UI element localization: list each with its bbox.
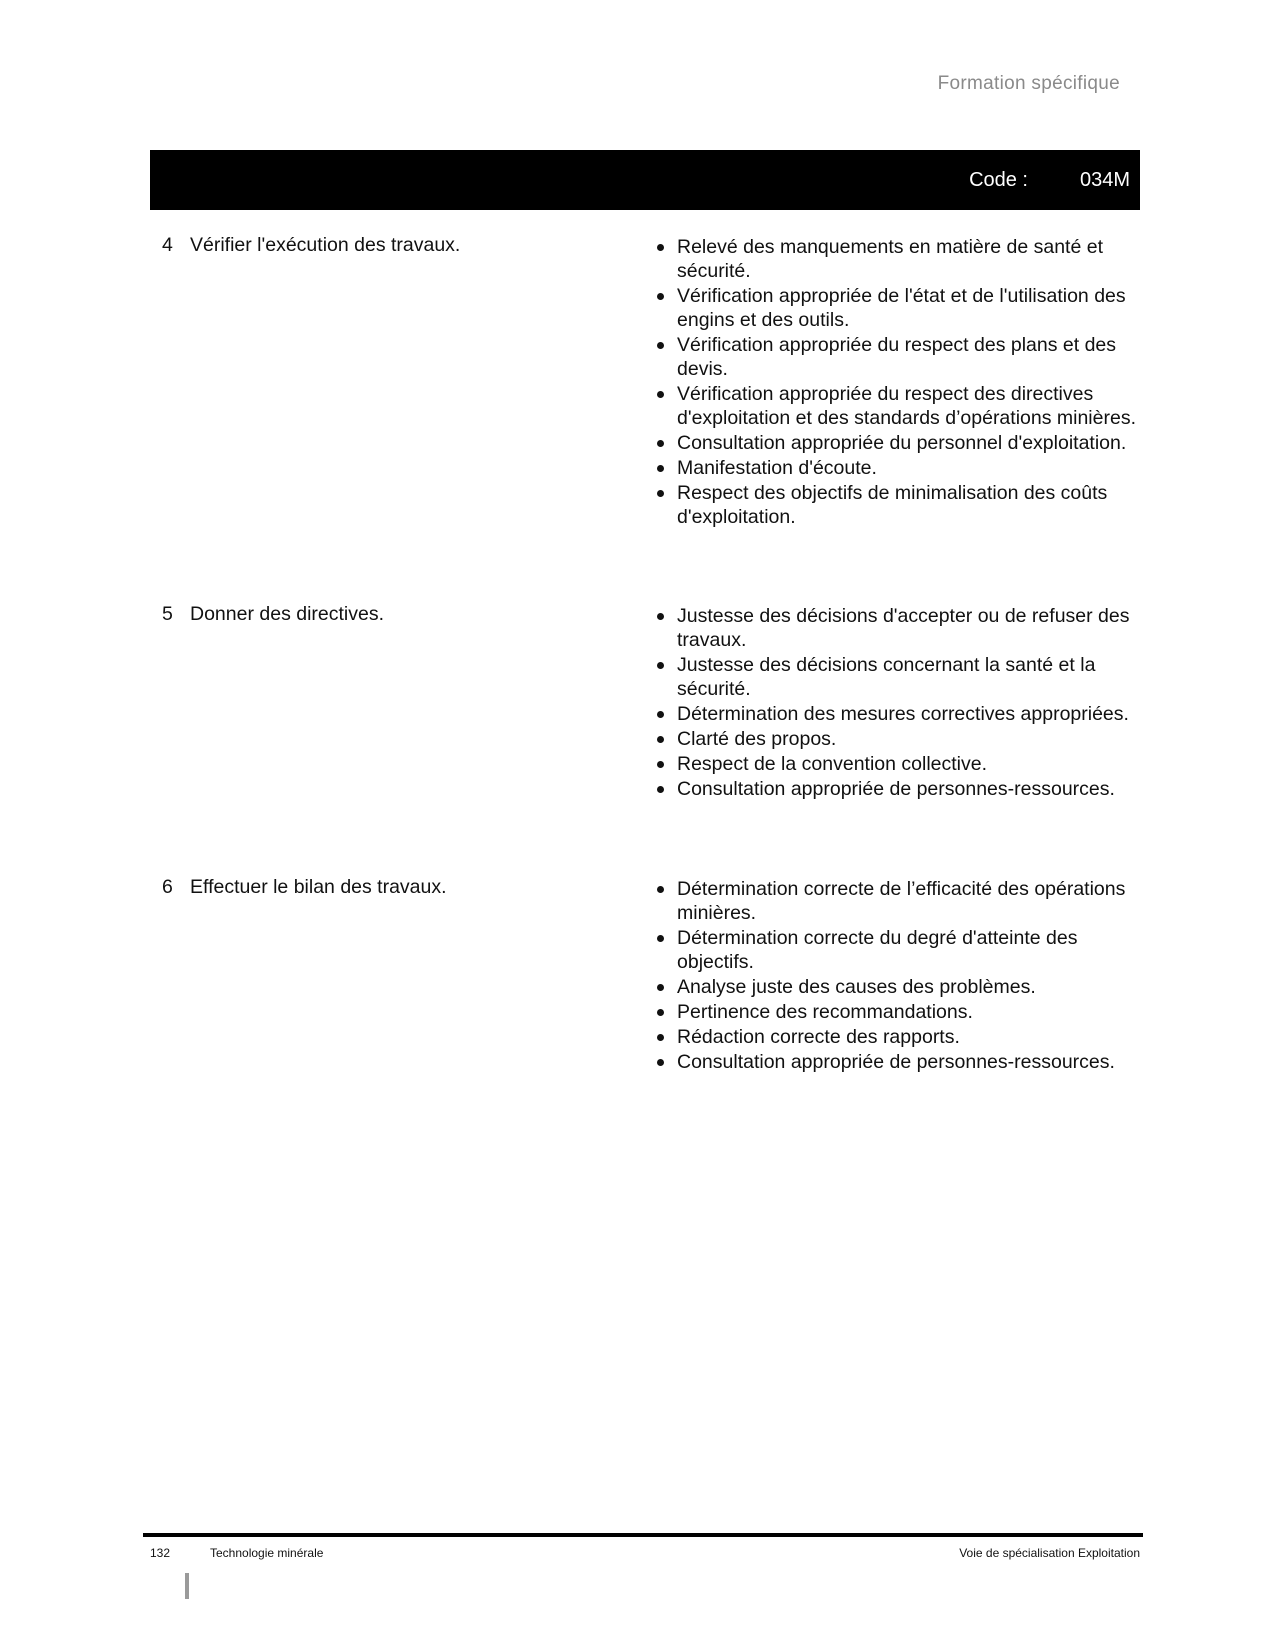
criteria-list — [648, 235, 1138, 530]
step-heading — [162, 875, 622, 899]
criterion: Respect de la convention collective. — [648, 752, 1138, 776]
code-bar — [150, 150, 1140, 210]
step-heading — [162, 602, 622, 626]
criterion: Manifestation d'écoute. — [648, 456, 1138, 480]
step-number: 5 — [162, 603, 173, 625]
criteria-list — [648, 604, 1138, 802]
step-number: 6 — [162, 876, 173, 898]
criterion: Justesse des décisions concernant la santé et la sécurité. — [648, 653, 1138, 701]
code-label: Code : — [969, 169, 1028, 191]
criterion: Consultation appropriée de personnes-ressources. — [648, 777, 1138, 801]
criterion: Vérification appropriée de l'état et de l'utilisation des engins et des outils. — [648, 284, 1138, 332]
criterion: Vérification appropriée du respect des plans et des devis. — [648, 333, 1138, 381]
criterion: Analyse juste des causes des problèmes. — [648, 975, 1138, 999]
criterion: Vérification appropriée du respect des directives d'exploitation et des standards d’opérations minières. — [648, 382, 1138, 430]
revision-bar — [185, 1573, 189, 1599]
criterion: Justesse des décisions d'accepter ou de refuser des travaux. — [648, 604, 1138, 652]
criterion: Clarté des propos. — [648, 727, 1138, 751]
criterion: Consultation appropriée du personnel d'exploitation. — [648, 431, 1138, 455]
footer-rule — [143, 1533, 1143, 1537]
criterion: Respect des objectifs de minimalisation des coûts d'exploitation. — [648, 481, 1138, 529]
criterion: Relevé des manquements en matière de santé et sécurité. — [648, 235, 1138, 283]
step-number: 4 — [162, 234, 173, 256]
criteria-list — [648, 877, 1138, 1075]
step-title: Donner des directives. — [190, 603, 385, 625]
step-heading — [162, 233, 622, 257]
criterion: Détermination des mesures correctives appropriées. — [648, 702, 1138, 726]
criterion: Détermination correcte de l’efficacité des opérations minières. — [648, 877, 1138, 925]
specialization-title: Voie de spécialisation Exploitation — [959, 1546, 1140, 1560]
page-number: 132 — [150, 1546, 171, 1560]
program-title: Technologie minérale — [210, 1546, 324, 1560]
criterion: Consultation appropriée de personnes-ressources. — [648, 1050, 1138, 1074]
running-head: Formation spécifique — [937, 73, 1120, 94]
criterion: Pertinence des recommandations. — [648, 1000, 1138, 1024]
criterion: Rédaction correcte des rapports. — [648, 1025, 1138, 1049]
criterion: Détermination correcte du degré d'atteinte des objectifs. — [648, 926, 1138, 974]
step-title: Vérifier l'exécution des travaux. — [190, 234, 461, 256]
step-title: Effectuer le bilan des travaux. — [190, 876, 447, 898]
code-value: 034M — [1079, 169, 1130, 191]
